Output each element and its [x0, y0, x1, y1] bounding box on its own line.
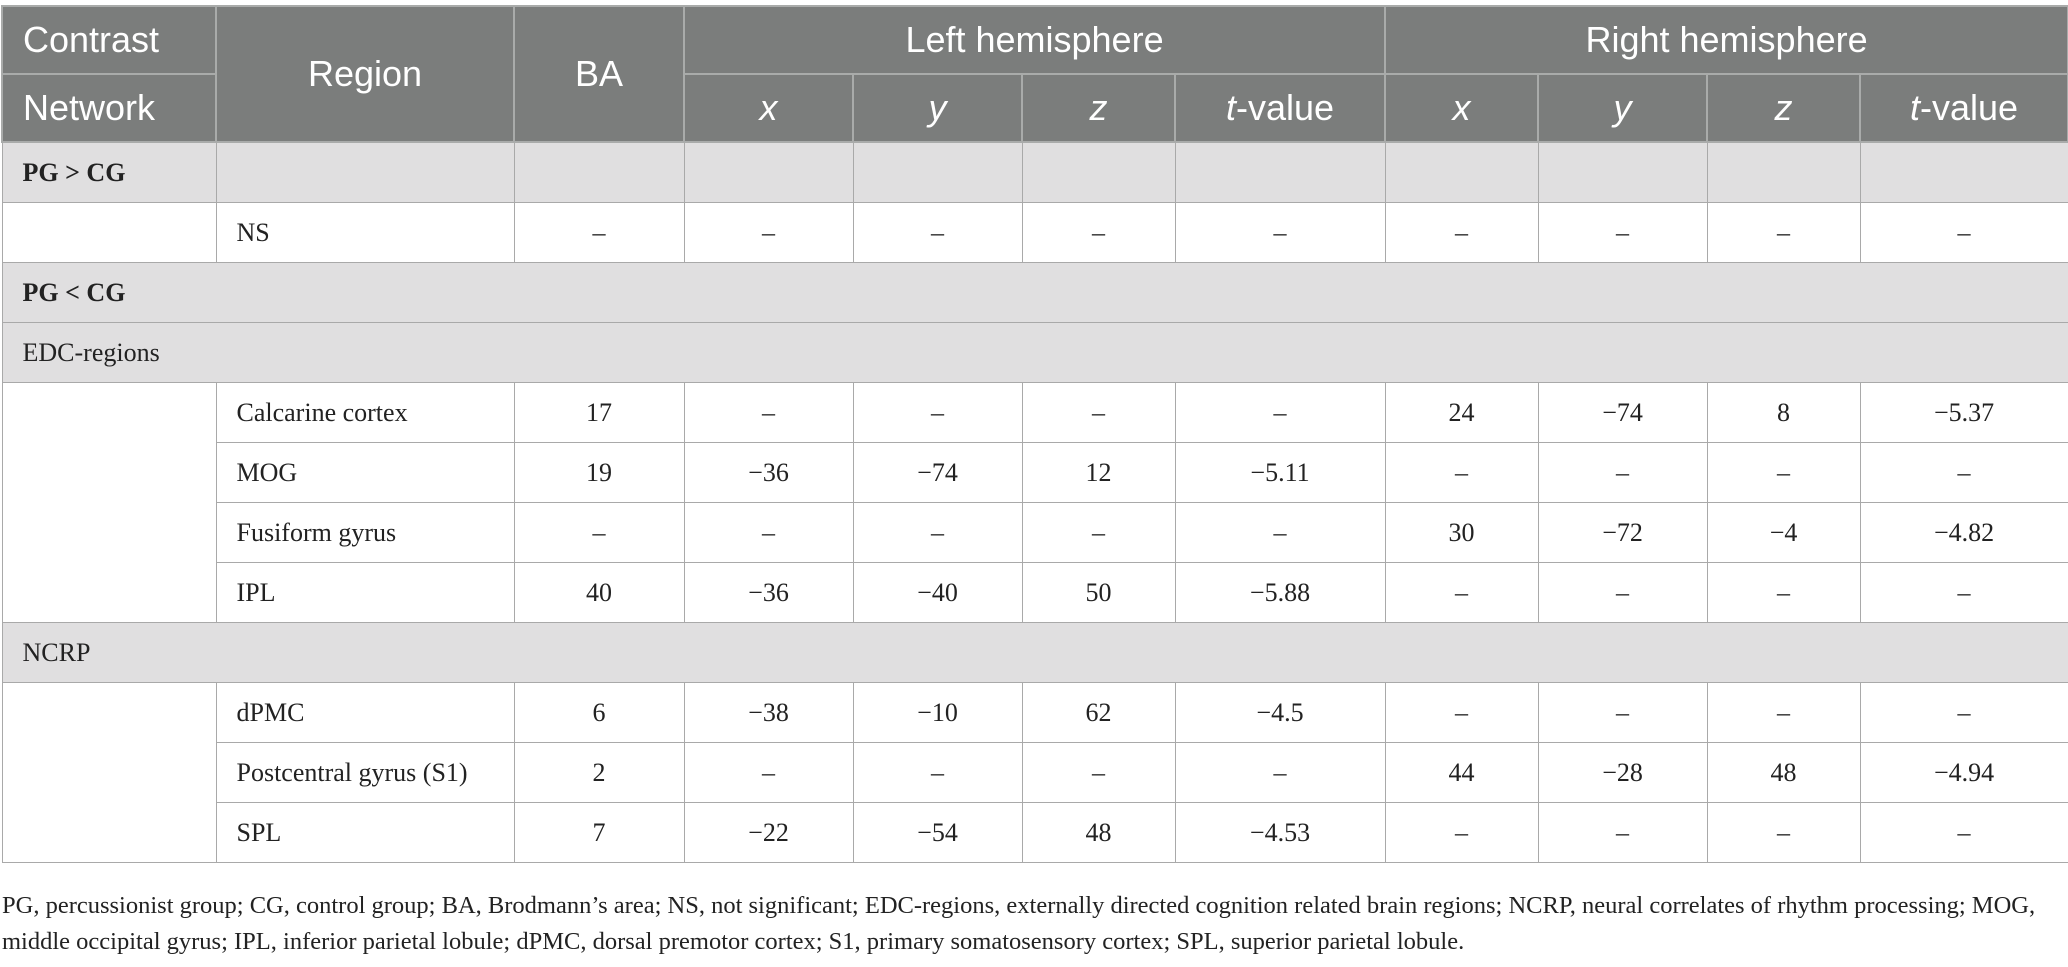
section-label: NCRP [2, 623, 2068, 683]
left-t-cell: −4.53 [1175, 803, 1385, 863]
right-t-cell: – [1860, 563, 2068, 623]
region-cell: dPMC [216, 683, 514, 743]
left-x-cell: – [684, 203, 853, 263]
right-y-cell: −28 [1538, 743, 1707, 803]
left-t-cell: – [1175, 203, 1385, 263]
right-y-cell: – [1538, 563, 1707, 623]
right-x-cell: 44 [1385, 743, 1538, 803]
right-z-cell: – [1707, 443, 1860, 503]
header-ba: BA [514, 6, 684, 142]
right-x-cell: 30 [1385, 503, 1538, 563]
table-row-mog [2, 443, 2068, 503]
header-right-y: y [1538, 74, 1707, 142]
table-footnote: PG, percussionist group; CG, control group; BA, Brodmann’s area; NS, not significant; EDC-regions, externally directed cognition related brain regions; NCRP, neural correlates of rhythm processing; MOG, middle occipital gyrus; IPL, inferior parietal lobule; dPMC, dorsal premotor cortex; S1, primary somatosensory cortex; SPL, superior parietal lobule. [2, 892, 2036, 955]
left-z-cell: – [1022, 503, 1175, 563]
right-t-cell: – [1860, 443, 2068, 503]
section-label: PG > CG [2, 142, 216, 203]
ba-cell: 2 [514, 743, 684, 803]
header-right-t-suffix: -value [1920, 87, 2019, 128]
right-x-cell: – [1385, 563, 1538, 623]
left-y-cell: – [853, 503, 1022, 563]
right-z-cell: – [1707, 683, 1860, 743]
left-z-cell: – [1022, 383, 1175, 443]
section-row-edc-regions [2, 323, 2068, 383]
ba-cell: – [514, 203, 684, 263]
left-t-cell: −5.88 [1175, 563, 1385, 623]
left-y-cell: – [853, 203, 1022, 263]
table-row-ipl [2, 563, 2068, 623]
right-t-cell: −5.37 [1860, 383, 2068, 443]
section-label: EDC-regions [2, 323, 2068, 383]
header-right-hemisphere: Right hemisphere [1385, 6, 2068, 74]
right-y-cell: – [1538, 683, 1707, 743]
right-y-cell: −74 [1538, 383, 1707, 443]
ba-cell: 19 [514, 443, 684, 503]
header-right-t-prefix: t [1910, 87, 1921, 128]
left-x-cell: −38 [684, 683, 853, 743]
table-row-postcentral [2, 743, 2068, 803]
results-table-container [0, 5, 2068, 863]
header-region: Region [216, 6, 514, 142]
header-right-z: z [1707, 74, 1860, 142]
table-cell [684, 142, 853, 203]
left-y-cell: −40 [853, 563, 1022, 623]
right-y-cell: – [1538, 803, 1707, 863]
table-cell [2, 203, 216, 263]
left-z-cell: 50 [1022, 563, 1175, 623]
header-left-x: x [684, 74, 853, 142]
left-y-cell: −54 [853, 803, 1022, 863]
right-z-cell: 8 [1707, 383, 1860, 443]
left-z-cell: – [1022, 203, 1175, 263]
right-x-cell: – [1385, 683, 1538, 743]
table-row-fusiform [2, 503, 2068, 563]
right-x-cell: 24 [1385, 383, 1538, 443]
right-z-cell: 48 [1707, 743, 1860, 803]
right-x-cell: – [1385, 803, 1538, 863]
right-z-cell: – [1707, 203, 1860, 263]
header-network: Network [2, 74, 216, 142]
left-t-cell: −4.5 [1175, 683, 1385, 743]
left-x-cell: – [684, 383, 853, 443]
header-left-t-suffix: -value [1235, 87, 1335, 128]
section-label: PG < CG [2, 263, 2068, 323]
header-left-y: y [853, 74, 1022, 142]
right-y-cell: −72 [1538, 503, 1707, 563]
left-t-cell: −5.11 [1175, 443, 1385, 503]
table-row-spl [2, 803, 2068, 863]
ba-cell: 7 [514, 803, 684, 863]
table-cell [1022, 142, 1175, 203]
ba-cell: – [514, 503, 684, 563]
results-table [1, 5, 2068, 863]
right-z-cell: – [1707, 563, 1860, 623]
header-left-t-value [1175, 74, 1385, 142]
left-x-cell: −36 [684, 563, 853, 623]
left-y-cell: – [853, 743, 1022, 803]
header-left-hemisphere: Left hemisphere [684, 6, 1385, 74]
right-y-cell: – [1538, 203, 1707, 263]
table-body [2, 142, 2068, 863]
left-t-cell: – [1175, 383, 1385, 443]
ba-cell: 40 [514, 563, 684, 623]
right-y-cell: – [1538, 443, 1707, 503]
left-y-cell: −74 [853, 443, 1022, 503]
table-header [2, 6, 2068, 142]
table-row-dpmc [2, 683, 2068, 743]
header-left-z: z [1022, 74, 1175, 142]
left-y-cell: – [853, 383, 1022, 443]
table-row-calcarine [2, 383, 2068, 443]
left-t-cell: – [1175, 743, 1385, 803]
section-row-pg-gt-cg [2, 142, 2068, 203]
region-cell: NS [216, 203, 514, 263]
region-cell: Fusiform gyrus [216, 503, 514, 563]
ba-cell: 6 [514, 683, 684, 743]
right-t-cell: −4.82 [1860, 503, 2068, 563]
left-x-cell: −22 [684, 803, 853, 863]
region-cell: Calcarine cortex [216, 383, 514, 443]
right-z-cell: −4 [1707, 503, 1860, 563]
left-t-cell: – [1175, 503, 1385, 563]
left-z-cell: – [1022, 743, 1175, 803]
right-t-cell: – [1860, 203, 2068, 263]
table-cell [853, 142, 1022, 203]
header-left-t-prefix: t [1225, 87, 1236, 128]
table-cell [1385, 142, 1538, 203]
section-row-ncrp [2, 623, 2068, 683]
region-cell: Postcentral gyrus (S1) [216, 743, 514, 803]
table-cell [1175, 142, 1385, 203]
header-right-x: x [1385, 74, 1538, 142]
table-cell [2, 383, 216, 623]
region-cell: MOG [216, 443, 514, 503]
left-z-cell: 48 [1022, 803, 1175, 863]
right-t-cell: – [1860, 803, 2068, 863]
table-cell [514, 142, 684, 203]
header-contrast: Contrast [2, 6, 216, 74]
table-cell [216, 142, 514, 203]
left-x-cell: – [684, 743, 853, 803]
table-cell [1860, 142, 2068, 203]
left-x-cell: −36 [684, 443, 853, 503]
region-cell: SPL [216, 803, 514, 863]
table-cell [2, 683, 216, 863]
header-right-t-value [1860, 74, 2068, 142]
right-x-cell: – [1385, 443, 1538, 503]
right-t-cell: – [1860, 683, 2068, 743]
table-row-ns [2, 203, 2068, 263]
left-z-cell: 12 [1022, 443, 1175, 503]
right-z-cell: – [1707, 803, 1860, 863]
right-x-cell: – [1385, 203, 1538, 263]
region-cell: IPL [216, 563, 514, 623]
right-t-cell: −4.94 [1860, 743, 2068, 803]
left-y-cell: −10 [853, 683, 1022, 743]
left-z-cell: 62 [1022, 683, 1175, 743]
section-row-pg-lt-cg [2, 263, 2068, 323]
left-x-cell: – [684, 503, 853, 563]
table-cell [1707, 142, 1860, 203]
ba-cell: 17 [514, 383, 684, 443]
table-cell [1538, 142, 1707, 203]
